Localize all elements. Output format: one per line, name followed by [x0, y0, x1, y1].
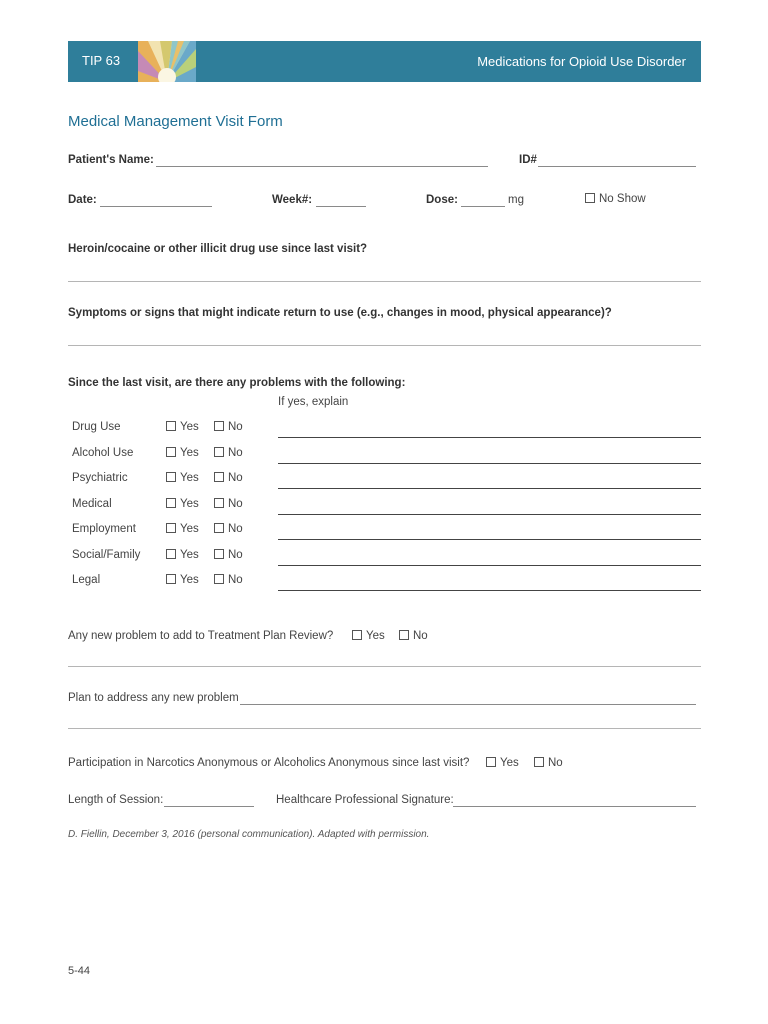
page-number: 5-44: [68, 965, 91, 977]
session-length-label: Length of Session:: [68, 794, 164, 806]
plan-label: Plan to address any new problem: [68, 692, 239, 704]
participation-question: Participation in Narcotics Anonymous or Alcoholics Anonymous since last visit?: [68, 757, 470, 769]
tip-label: TIP 63: [82, 53, 121, 68]
week-label: Week#:: [272, 194, 313, 206]
problem-area-label: Psychiatric: [72, 472, 128, 484]
problem-area-label: Social/Family: [72, 549, 141, 561]
problem-area-label: Medical: [72, 498, 112, 510]
problem-no-checkbox[interactable]: No: [214, 549, 243, 561]
checkbox-icon: [166, 574, 176, 584]
explain-line[interactable]: [278, 488, 701, 489]
checkbox-icon: [214, 421, 224, 431]
dose-label: Dose:: [426, 194, 458, 206]
mosaic-logo: [138, 41, 196, 82]
checkbox-icon: [585, 193, 595, 203]
plan-answer-line[interactable]: [68, 728, 701, 729]
problem-yes-checkbox[interactable]: Yes: [166, 472, 199, 484]
problem-no-checkbox[interactable]: No: [214, 421, 243, 433]
new-problem-yes-checkbox[interactable]: Yes: [352, 630, 385, 642]
explain-line[interactable]: [278, 437, 701, 438]
problem-yes-checkbox[interactable]: Yes: [166, 447, 199, 459]
problem-yes-checkbox[interactable]: Yes: [166, 498, 199, 510]
header-banner: [68, 41, 701, 82]
week-field[interactable]: [316, 206, 366, 207]
if-yes-explain-label: If yes, explain: [278, 396, 349, 408]
signature-label: Healthcare Professional Signature:: [276, 794, 454, 806]
date-label: Date:: [68, 194, 97, 206]
checkbox-icon: [166, 549, 176, 559]
problem-no-checkbox[interactable]: No: [214, 498, 243, 510]
explain-line[interactable]: [278, 514, 701, 515]
checkbox-icon: [214, 498, 224, 508]
checkbox-icon: [166, 523, 176, 533]
form-title: Medical Management Visit Form: [68, 113, 283, 130]
session-length-field[interactable]: [164, 806, 254, 807]
id-field[interactable]: [538, 166, 696, 167]
explain-line[interactable]: [278, 565, 701, 566]
checkbox-icon: [214, 574, 224, 584]
problem-no-checkbox[interactable]: No: [214, 472, 243, 484]
symptoms-question: Symptoms or signs that might indicate return to use (e.g., changes in mood, physical appearance)?: [68, 307, 612, 319]
patient-name-field[interactable]: [156, 166, 488, 167]
explain-line[interactable]: [278, 539, 701, 540]
publication-title: Medications for Opioid Use Disorder: [477, 54, 686, 69]
signature-field[interactable]: [453, 806, 696, 807]
checkbox-icon: [166, 447, 176, 457]
problem-yes-checkbox[interactable]: Yes: [166, 574, 199, 586]
problem-no-checkbox[interactable]: No: [214, 447, 243, 459]
patient-name-label: Patient's Name:: [68, 154, 154, 166]
new-problem-question: Any new problem to add to Treatment Plan Review?: [68, 630, 334, 642]
explain-line[interactable]: [278, 463, 701, 464]
problem-no-checkbox[interactable]: No: [214, 574, 243, 586]
checkbox-icon: [399, 630, 409, 640]
new-problem-answer-line[interactable]: [68, 666, 701, 667]
participation-no-checkbox[interactable]: No: [534, 757, 563, 769]
checkbox-icon: [166, 498, 176, 508]
drug-use-question: Heroin/cocaine or other illicit drug use since last visit?: [68, 243, 368, 255]
problem-yes-checkbox[interactable]: Yes: [166, 523, 199, 535]
no-show-checkbox[interactable]: No Show: [585, 193, 646, 205]
date-field[interactable]: [100, 206, 212, 207]
problem-yes-checkbox[interactable]: Yes: [166, 421, 199, 433]
footnote: D. Fiellin, December 3, 2016 (personal communication). Adapted with permission.: [68, 829, 430, 840]
checkbox-icon: [486, 757, 496, 767]
id-label: ID#: [519, 154, 537, 166]
checkbox-icon: [166, 472, 176, 482]
checkbox-icon: [534, 757, 544, 767]
problem-area-label: Drug Use: [72, 421, 121, 433]
problem-no-checkbox[interactable]: No: [214, 523, 243, 535]
explain-line[interactable]: [278, 590, 701, 591]
symptoms-answer-line[interactable]: [68, 345, 701, 346]
checkbox-icon: [214, 523, 224, 533]
new-problem-no-checkbox[interactable]: No: [399, 630, 428, 642]
drug-use-answer-line[interactable]: [68, 281, 701, 282]
problem-area-label: Alcohol Use: [72, 447, 134, 459]
checkbox-icon: [352, 630, 362, 640]
checkbox-icon: [214, 472, 224, 482]
plan-field[interactable]: [240, 704, 696, 705]
checkbox-icon: [214, 447, 224, 457]
problems-question: Since the last visit, are there any problems with the following:: [68, 377, 406, 389]
problem-area-label: Legal: [72, 574, 101, 586]
dose-unit: mg: [508, 194, 524, 206]
dose-field[interactable]: [461, 206, 505, 207]
checkbox-icon: [166, 421, 176, 431]
checkbox-icon: [214, 549, 224, 559]
problem-yes-checkbox[interactable]: Yes: [166, 549, 199, 561]
problem-area-label: Employment: [72, 523, 136, 535]
participation-yes-checkbox[interactable]: Yes: [486, 757, 519, 769]
